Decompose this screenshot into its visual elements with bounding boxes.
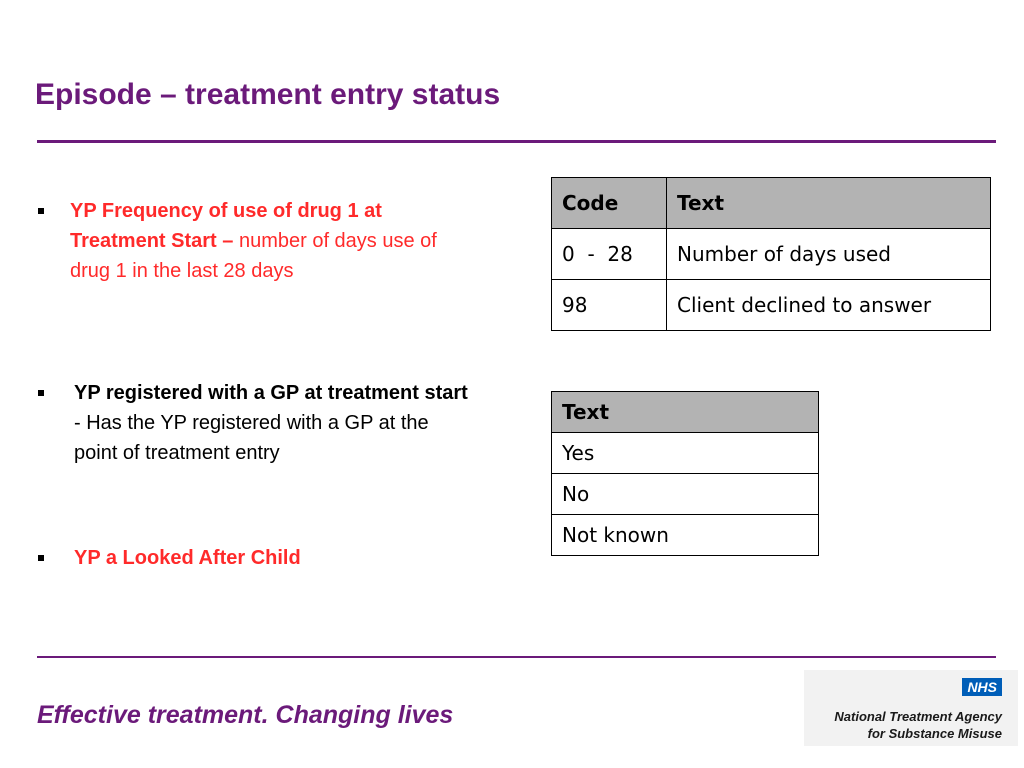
table-row	[552, 433, 819, 474]
column-header-text: Text	[667, 178, 991, 229]
nhs-logo-icon: NHS	[962, 678, 1002, 696]
title-divider	[37, 140, 996, 143]
agency-line-2: for Substance Misuse	[867, 726, 1002, 741]
table-cell-text: Yes	[552, 433, 819, 474]
table-header-row	[552, 392, 819, 433]
bullet-description: - Has the YP registered with a GP at the point of treatment entry	[74, 412, 429, 464]
bullet-marker	[38, 208, 44, 214]
gp-answer-table	[551, 391, 819, 556]
table-cell-text: Client declined to answer	[667, 280, 991, 331]
code-text-table	[551, 177, 991, 331]
bullet-marker	[38, 555, 44, 561]
slide-title: Episode – treatment entry status	[35, 78, 501, 111]
footer-tagline: Effective treatment. Changing lives	[37, 701, 454, 729]
table-cell-text: Not known	[552, 515, 819, 556]
agency-line-1: National Treatment Agency	[834, 709, 1002, 724]
table-cell-code: 98	[552, 280, 667, 331]
table-row	[552, 229, 991, 280]
table-header-row	[552, 178, 991, 229]
table-cell-text: Number of days used	[667, 229, 991, 280]
agency-name	[834, 708, 1002, 742]
bullet-marker	[38, 390, 44, 396]
footer-divider	[37, 656, 996, 658]
bullet-description: number of days use of drug 1 in the last 28 days	[70, 230, 437, 282]
table-row	[552, 515, 819, 556]
table-row	[552, 280, 991, 331]
table-row	[552, 474, 819, 515]
column-header-text: Text	[552, 392, 819, 433]
bullet-heading: YP registered with a GP at treatment start	[74, 382, 468, 404]
nta-logo	[804, 670, 1018, 746]
column-header-code: Code	[552, 178, 667, 229]
bullet-heading: YP a Looked After Child	[74, 547, 301, 569]
table-cell-text: No	[552, 474, 819, 515]
table-cell-code: 0 - 28	[552, 229, 667, 280]
bullet-heading: YP Frequency of use of drug 1 at Treatment Start –	[70, 200, 382, 252]
